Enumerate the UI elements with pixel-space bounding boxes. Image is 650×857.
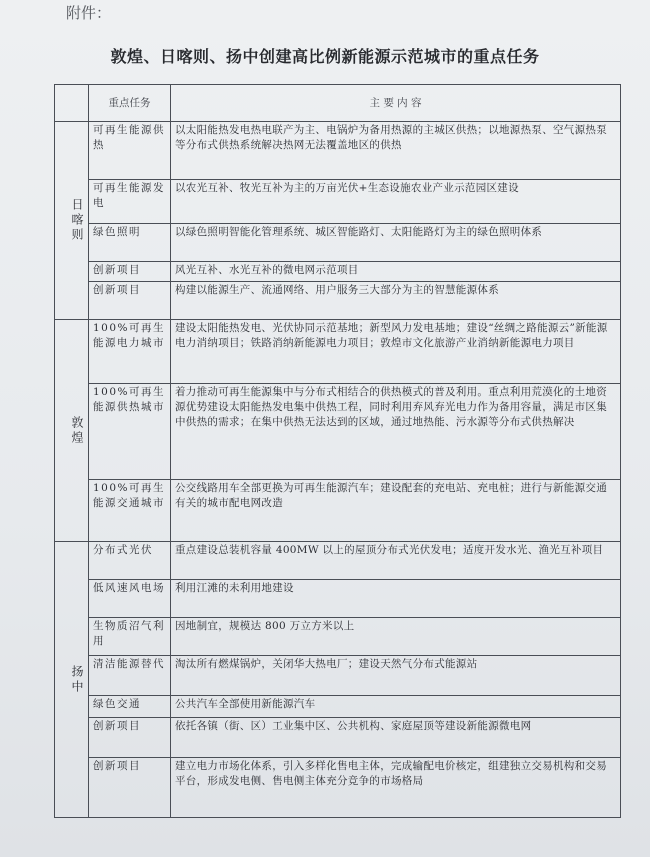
- task-cell: 清洁能源替代: [89, 656, 171, 696]
- city-cell-yangzhong: 扬中: [55, 542, 89, 818]
- table-row: [55, 384, 621, 480]
- task-cell: 100%可再生能源供热城市: [89, 384, 171, 480]
- table-row: [55, 282, 621, 320]
- content-cell: 重点建设总装机容量 400MW 以上的屋顶分布式光伏发电；适度开发水光、渔光互补项目: [171, 542, 621, 580]
- task-cell: 分布式光伏: [89, 542, 171, 580]
- content-cell: 利用江滩的未利用地建设: [171, 580, 621, 618]
- table-row: [55, 180, 621, 224]
- content-cell: 公共汽车全部使用新能源汽车: [171, 696, 621, 718]
- header-content: 主 要 内 容: [171, 85, 621, 122]
- content-cell: 构建以能源生产、流通网络、用户服务三大部分为主的智慧能源体系: [171, 282, 621, 320]
- task-cell: 可再生能源供热: [89, 122, 171, 180]
- content-cell: 淘汰所有燃煤锅炉，关闭华大热电厂；建设天然气分布式能源站: [171, 656, 621, 696]
- table-row: [55, 122, 621, 180]
- table-row: [55, 580, 621, 618]
- table-row: [55, 696, 621, 718]
- content-cell: 建设太阳能热发电、光伏协同示范基地；新型风力发电基地；建设“丝绸之路能源云”新能源电力消纳项目；铁路消纳新能源电力项目；敦煌市文化旅游产业消纳新能源电力项目: [171, 320, 621, 384]
- table-row: [55, 542, 621, 580]
- attachment-label: 附件：: [66, 4, 112, 22]
- content-cell: 着力推动可再生能源集中与分布式相结合的供热模式的普及利用。重点利用荒漠化的土地资源优势建设太阳能热发电集中供热工程，同时利用弃风弃光电力作为备用容量，满足市区集中供热的需求；在集中供热无法达到的区域，通过地热能、污水源等分布式供热解决: [171, 384, 621, 480]
- table-row: [55, 618, 621, 656]
- task-cell: 创新项目: [89, 282, 171, 320]
- task-cell: 100%可再生能源电力城市: [89, 320, 171, 384]
- content-cell: 建立电力市场化体系，引入多样化售电主体，完成输配电价核定，组建独立交易机构和交易平台，形成发电侧、售电侧主体充分竞争的市场格局: [171, 758, 621, 818]
- content-cell: 公交线路用车全部更换为可再生能源汽车；建设配套的充电站、充电桩；进行与新能源交通有关的城市配电网改造: [171, 480, 621, 542]
- content-cell: 风光互补、水光互补的微电网示范项目: [171, 262, 621, 282]
- content-cell: 依托各镇（街、区）工业集中区、公共机构、家庭屋顶等建设新能源微电网: [171, 718, 621, 758]
- document-title: 敦煌、日喀则、扬中创建高比例新能源示范城市的重点任务: [110, 47, 540, 66]
- content-cell: 因地制宜，规模达 800 万立方米以上: [171, 618, 621, 656]
- tasks-table: [54, 84, 621, 818]
- task-cell: 100%可再生能源交通城市: [89, 480, 171, 542]
- task-cell: 绿色照明: [89, 224, 171, 262]
- task-cell: 创新项目: [89, 758, 171, 818]
- task-cell: 创新项目: [89, 262, 171, 282]
- table-header-row: [55, 85, 621, 122]
- table-row: [55, 262, 621, 282]
- table-row: [55, 224, 621, 262]
- content-cell: 以农光互补、牧光互补为主的万亩光伏+生态设施农业产业示范园区建设: [171, 180, 621, 224]
- task-cell: 绿色交通: [89, 696, 171, 718]
- task-cell: 低风速风电场: [89, 580, 171, 618]
- header-city-cell: [55, 85, 89, 122]
- content-cell: 以太阳能热发电热电联产为主、电锅炉为备用热源的主城区供热；以地源热泵、空气源热泵等分布式供热系统解决热网无法覆盖地区的供热: [171, 122, 621, 180]
- task-cell: 可再生能源发电: [89, 180, 171, 224]
- table-row: [55, 758, 621, 818]
- header-task: 重点任务: [89, 85, 171, 122]
- city-cell-rikaze: 日喀则: [55, 122, 89, 320]
- content-cell: 以绿色照明智能化管理系统、城区智能路灯、太阳能路灯为主的绿色照明体系: [171, 224, 621, 262]
- table-row: [55, 480, 621, 542]
- table-row: [55, 320, 621, 384]
- task-cell: 生物质沼气利用: [89, 618, 171, 656]
- task-cell: 创新项目: [89, 718, 171, 758]
- table-row: [55, 656, 621, 696]
- city-cell-dunhuang: 敦煌: [55, 320, 89, 542]
- table-row: [55, 718, 621, 758]
